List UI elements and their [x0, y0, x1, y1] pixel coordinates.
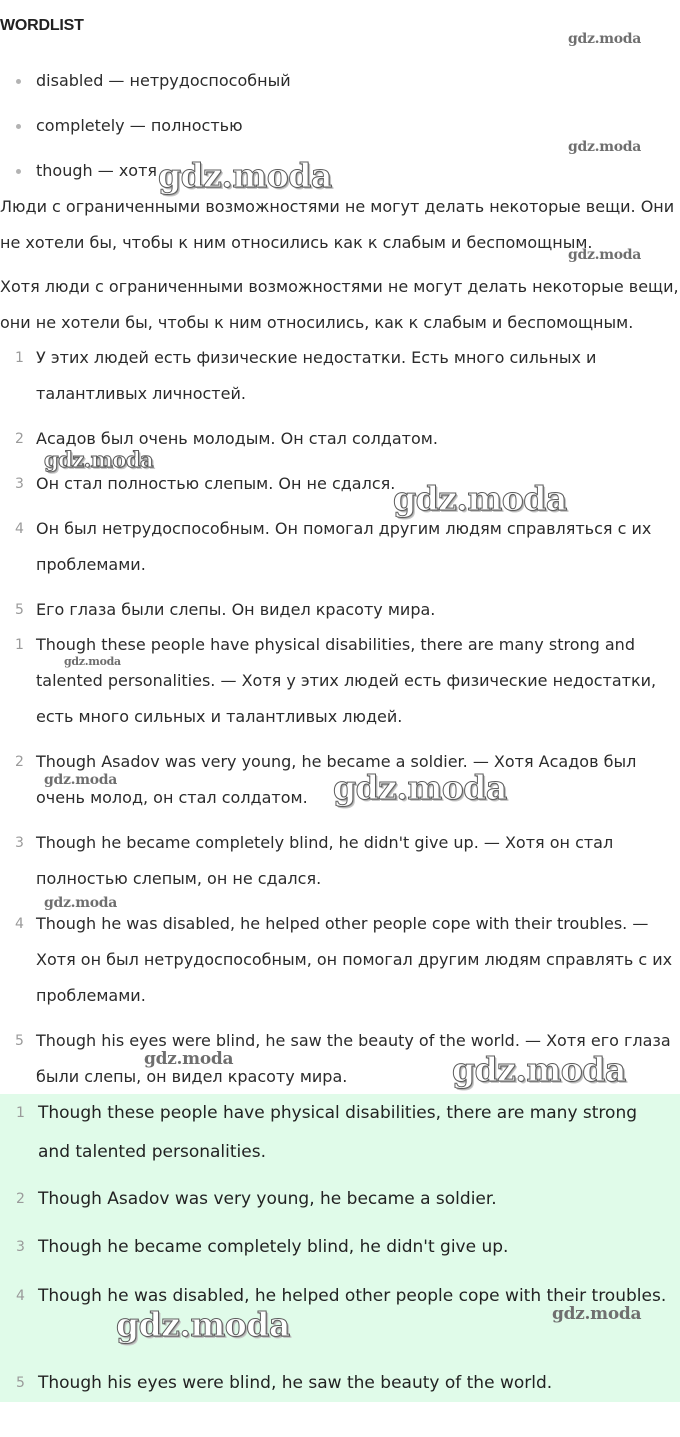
final-answer-number: 1	[16, 1105, 25, 1121]
intro-paragraph: Люди с ограниченными возможностями не могут делать некоторые вещи. Они не хотели бы, чтобы к ним относились как к слабым и беспомощным.	[0, 197, 675, 252]
task-number: 4	[15, 521, 24, 537]
answer-item: Though his eyes were blind, he saw the beauty of the world. — Хотя его глаза были слепы, он видел красоту мира.	[36, 1031, 671, 1086]
final-answer-number: 4	[16, 1288, 25, 1304]
answer-number: 4	[15, 916, 24, 932]
task-item: У этих людей есть физические недостатки. Есть много сильных и талантливых личностей.	[36, 348, 597, 403]
intro-paragraph: Хотя люди с ограниченными возможностями не могут делать некоторые вещи, они не хотели бы, чтобы к ним относились, как к слабым и беспомощным.	[0, 277, 679, 332]
bullet-icon	[16, 79, 21, 84]
watermark-logo: gdz.moda	[568, 139, 642, 155]
page-heading: WORDLIST	[0, 17, 84, 34]
answer-number: 5	[15, 1033, 24, 1049]
answer-item: Though he was disabled, he helped other people cope with their troubles. — Хотя он был нетрудоспособным, он помогал другим людям справлять с их проблемами.	[36, 914, 673, 1005]
watermark-logo: gdz.moda	[552, 1304, 642, 1324]
task-item: Его глаза были слепы. Он видел красоту мира.	[36, 600, 436, 619]
watermark-logo: gdz.moda	[44, 895, 118, 911]
watermark-logo: gdz.moda	[116, 1305, 290, 1344]
final-answer-item: Though he was disabled, he helped other people cope with their troubles.	[38, 1286, 667, 1306]
watermark-logo: gdz.moda	[333, 768, 507, 807]
watermark-logo: gdz.moda	[568, 31, 642, 47]
wordlist-item: disabled — нетрудоспособный	[36, 71, 291, 90]
bullet-icon	[16, 169, 21, 174]
watermark-logo: gdz.moda	[568, 247, 642, 263]
watermark-logo: gdz.moda	[144, 1049, 234, 1069]
watermark-logo: gdz.moda	[44, 447, 154, 472]
task-number: 2	[15, 431, 24, 447]
watermark-logo: gdz.moda	[393, 479, 567, 518]
answer-number: 1	[15, 637, 24, 653]
final-answers-box	[0, 1094, 680, 1402]
bullet-icon	[16, 124, 21, 129]
answer-item: Though he became completely blind, he didn't give up. — Хотя он стал полностью слепым, он не сдался.	[36, 833, 614, 888]
answer-item: Though Asadov was very young, he became a soldier. — Хотя Асадов был очень молод, он стал солдатом.	[36, 752, 637, 807]
answer-number: 3	[15, 835, 24, 851]
watermark-logo: gdz.moda	[64, 655, 121, 668]
task-number: 5	[15, 602, 24, 618]
final-answer-number: 3	[16, 1239, 25, 1255]
watermark-logo: gdz.moda	[44, 772, 118, 788]
task-item: Асадов был очень молодым. Он стал солдатом.	[36, 429, 438, 448]
watermark-logo: gdz.moda	[158, 156, 332, 195]
answer-item: Though these people have physical disabilities, there are many strong and talented personalities. — Хотя у этих людей есть физические недостатки, есть много сильных и талантливых людей.	[36, 635, 657, 726]
task-number: 1	[15, 350, 24, 366]
task-item: Он был нетрудоспособным. Он помогал другим людям справляться с их проблемами.	[36, 519, 652, 574]
final-answer-item: Though he became completely blind, he didn't give up.	[38, 1237, 509, 1257]
final-answer-number: 5	[16, 1375, 25, 1391]
final-answer-item: Though these people have physical disabilities, there are many strong and talented personalities.	[38, 1103, 638, 1162]
final-answer-item: Though his eyes were blind, he saw the beauty of the world.	[38, 1373, 553, 1393]
wordlist-item: though — хотя	[36, 161, 158, 180]
watermark-logo: gdz.moda	[452, 1050, 626, 1089]
task-item: Он стал полностью слепым. Он не сдался.	[36, 474, 396, 493]
task-number: 3	[15, 476, 24, 492]
wordlist-item: completely — полностью	[36, 116, 243, 135]
final-answer-item: Though Asadov was very young, he became a soldier.	[38, 1189, 497, 1209]
final-answer-number: 2	[16, 1191, 25, 1207]
answer-number: 2	[15, 754, 24, 770]
